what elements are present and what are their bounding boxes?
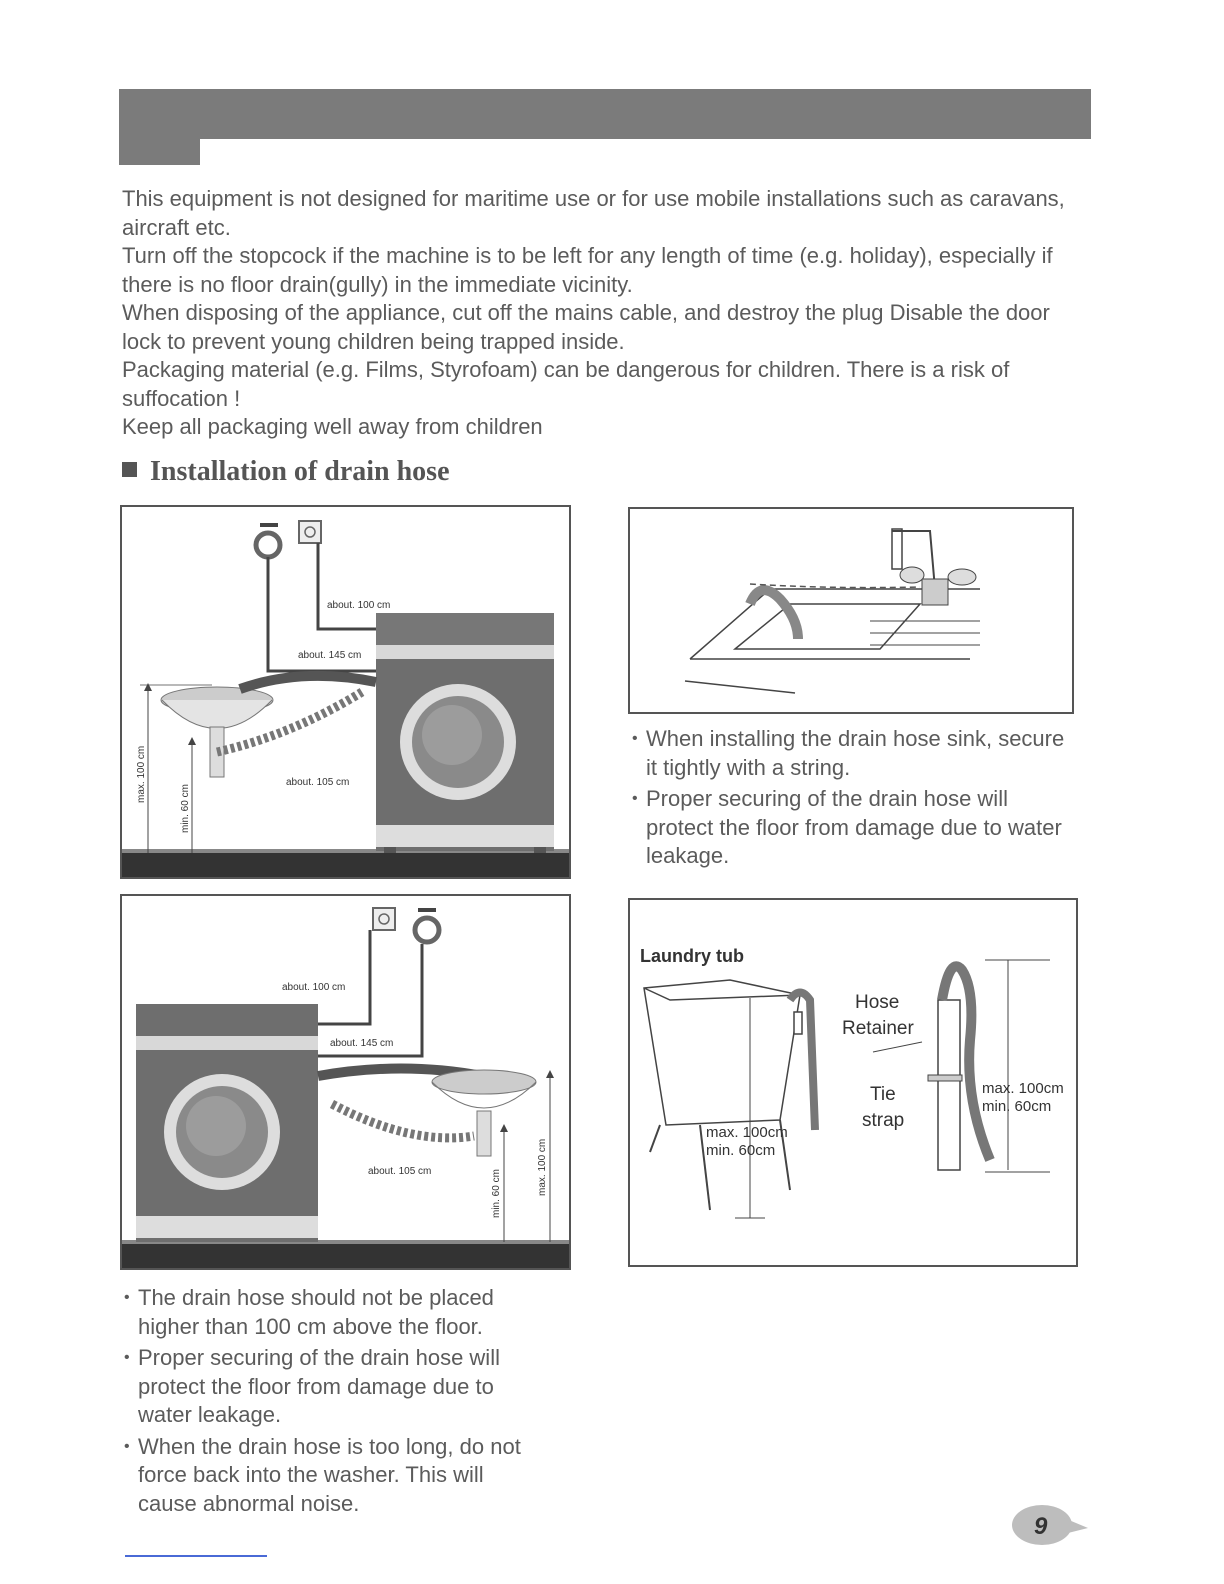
label-min-right: min. 60cm — [982, 1098, 1052, 1115]
section-title: Installation of drain hose — [150, 456, 450, 487]
label-max-left: max. 100cm — [706, 1124, 788, 1141]
label-strap: strap — [862, 1110, 905, 1131]
page-number: 9 — [1034, 1513, 1048, 1540]
section-heading — [122, 456, 450, 488]
square-bullet-icon — [122, 462, 137, 477]
label-about-145: about. 145 cm — [298, 650, 362, 661]
label-max-100: max. 100 cm — [136, 745, 147, 803]
figure-drain-sink-left — [120, 505, 571, 879]
intro-text — [122, 185, 1082, 442]
left-note-2: • Proper securing of the drain hose will protect the floor from damage due to water leakage. — [124, 1344, 544, 1430]
header-tab — [119, 139, 200, 165]
label-min-60: min. 60 cm — [180, 784, 191, 833]
right-note-1: • When installing the drain hose sink, secure it tightly with a string. — [632, 725, 1072, 782]
label-min-60: min. 60 cm — [491, 1169, 502, 1218]
label-about-145: about. 145 cm — [330, 1038, 394, 1049]
label-about-105: about. 105 cm — [286, 777, 350, 788]
label-retainer: Retainer — [842, 1018, 914, 1039]
label-max-100: max. 100 cm — [537, 1138, 548, 1196]
label-hose: Hose — [855, 992, 900, 1013]
left-note-3: • When the drain hose is too long, do not force back into the washer. This will cause abnormal noise. — [124, 1433, 544, 1519]
intro-paragraph-4: Packaging material (e.g. Films, Styrofoam) can be dangerous for children. There is a risk of suffocation ! — [122, 357, 1010, 411]
label-about-105: about. 105 cm — [368, 1166, 432, 1177]
page-number-badge — [1008, 1500, 1088, 1550]
label-about-100: about. 100 cm — [327, 600, 391, 611]
label-about-100: about. 100 cm — [282, 982, 346, 993]
left-notes — [124, 1284, 544, 1521]
figure-laundry-tub — [628, 898, 1078, 1267]
footer-line — [125, 1555, 267, 1557]
left-note-1: • The drain hose should not be placed higher than 100 cm above the floor. — [124, 1284, 544, 1341]
intro-paragraph-2: Turn off the stopcock if the machine is to be left for any length of time (e.g. holiday), especially if there is no floor drain(gully) in the immediate vicinity. — [122, 243, 1053, 297]
label-tie: Tie — [870, 1084, 896, 1105]
figure-sink-string — [628, 507, 1074, 714]
intro-paragraph-5: Keep all packaging well away from children — [122, 414, 543, 439]
intro-paragraph-1: This equipment is not designed for maritime use or for use mobile installations such as caravans, aircraft etc. — [122, 186, 1065, 240]
label-min-left: min. 60cm — [706, 1142, 776, 1159]
header-bar — [119, 89, 1091, 139]
figure-drain-sink-right — [120, 894, 571, 1270]
label-max-right: max. 100cm — [982, 1080, 1064, 1097]
intro-paragraph-3: When disposing of the appliance, cut off the mains cable, and destroy the plug Disable the door lock to prevent young children being trapped inside. — [122, 300, 1050, 354]
right-notes — [632, 725, 1072, 874]
right-note-2: • Proper securing of the drain hose will protect the floor from damage due to water leakage. — [632, 785, 1072, 871]
label-laundry-tub: Laundry tub — [640, 946, 744, 966]
